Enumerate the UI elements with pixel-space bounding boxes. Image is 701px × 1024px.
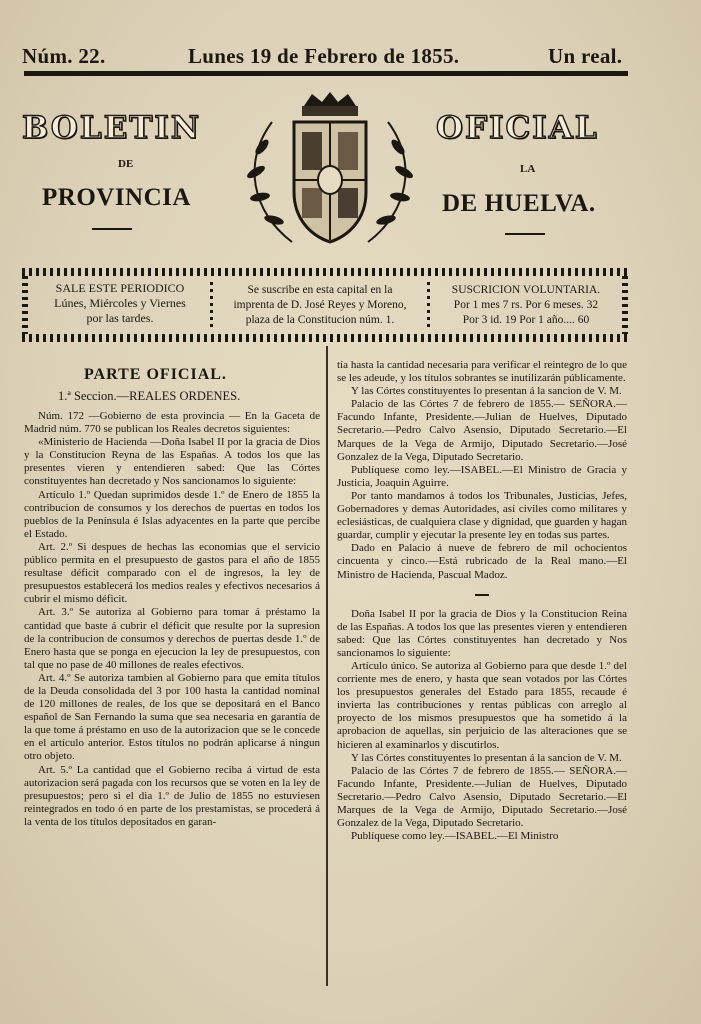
royal-coat-of-arms-icon: [232, 92, 428, 248]
infobox-left-border: [22, 276, 28, 334]
infobox-schedule-line: Lúnes, Miércoles y Viernes: [54, 296, 186, 310]
paragraph: Art. 5.º La cantidad que el Gobierno reciba á virtud de esta autorizacion será pagada con los recursos que se voten en la ley de presupuestos; pero si el dia 1.º de Julio de 1855 no estuviesen reintegrados en todo ó en parte de los prestamistas, se procederá á la venta de los títulos depositados en garan-: [24, 763, 320, 828]
paragraph: Artículo único. Se autoriza al Gobierno para que desde 1.º del corriente mes de enero, y hasta que sean votados por las Córtes los presupuestos generales del Estado para 1855, recaude é invierta las contribuciones y rentas públicas con arreglo al proyecto de los mismos presupuestos que ha sometido á la aprobacion de aquellas, sin perjuicio de las alteraciones que se hicieren al examinarlos y discutirlos.: [337, 659, 627, 751]
title-de: DE: [118, 158, 134, 170]
section-subtitle: 1.ª Seccion.—REALES ORDENES.: [58, 389, 241, 403]
masthead-rule: [24, 71, 628, 76]
right-column: [337, 359, 627, 843]
infobox-price-line: Por 3 id. 19 Por 1 año.... 60: [462, 314, 590, 326]
infobox-subscription-place: [215, 283, 425, 328]
title-flourish-right: [505, 233, 545, 235]
issue-price: Un real.: [548, 44, 623, 68]
paragraph: Palacio de las Córtes 7 de febrero de 1855.— SEÑORA.—Facundo Infante, Presidente.—Julian de Huelves, Diputado Secretario.—Pedro Calvo Asensio, Diputado Secretario.—El Marques de la Vega de Armijo, Diputado Secretario.—José Gonzalez de la Vega, Diputado Secretario.: [337, 764, 627, 830]
infobox-schedule: [32, 281, 208, 326]
paragraph: Art. 2.º Si despues de hechas las economias que el servicio público permita en el presupuesto de gastos para el año de 1855 resultase déficit comparado con el de ingresos, la ley de presupuestos establecerá los medios reales y efectivos necesarios á cubrir el mismo déficit.: [24, 540, 320, 606]
infobox-place-line: Se suscribe en esta capital en la: [247, 284, 393, 296]
infobox-place-line: plaza de la Constitucion núm. 1.: [245, 314, 395, 326]
infobox-top-border: [22, 268, 628, 276]
infobox-price-line: Por 1 mes 7 rs. Por 6 meses. 32: [453, 299, 599, 311]
issue-number: Núm. 22.: [22, 44, 106, 68]
column-divider: [326, 346, 328, 986]
paragraph: «Ministerio de Hacienda —Doña Isabel II por la gracia de Dios y la Constitucion Reyna de las Españas. A todos los que las presentes vieren y entendieren sabed: Que las Córtes constituyentes han decretado y Nos sancionamos lo siguiente:: [24, 436, 320, 488]
separator-dash: [475, 594, 489, 596]
paragraph: Palacio de las Córtes 7 de febrero de 1855.— SEÑORA.—Facundo Infante, Presidente.—Julian de Huelves, Diputado Secretario.—Pedro Calvo Asensio, Diputado Secretario.—El Marques de la Vega de Armijo, Diputado Secretario.—José Gonzalez de la Vega, Diputado Secretario.: [337, 398, 627, 463]
infobox-right-border: [622, 276, 628, 334]
paragraph: Art. 3.º Se autoriza al Gobierno para tomar á préstamo la cantidad que baste á cubrir el déficit que resulte por la supresion de la contribucion de consumos y derechos de puertas desde 1.º de Enero hasta que se ponga en ejecucion la ley de presupuestos, con tal que no pase de 40 millones de reales efectivos.: [24, 606, 320, 671]
title-flourish-left: [92, 228, 132, 230]
infobox-schedule-line: SALE ESTE PERIODICO: [55, 281, 185, 295]
infobox-divider-2: [427, 282, 430, 330]
title-oficial: OFICIAL: [436, 110, 599, 146]
issue-date: Lunes 19 de Febrero de 1855.: [188, 44, 460, 68]
paragraph: Publíquese como ley.—ISABEL.—El Ministro: [351, 830, 559, 843]
paragraph: Por tanto mandamos á todos los Tribunales, Justicias, Jefes, Gobernadores y demas Autoridades, así civiles como militares y eclesiásticas, de cualquiera clase y dignidad, que guarden y hagan guardar, cumplir y ejecutar la presente ley en todas sus partes.: [337, 489, 627, 542]
infobox-place-line: imprenta de D. José Reyes y Moreno,: [233, 299, 407, 311]
paragraph: tía hasta la cantidad necesaria para verificar el reintegro de lo que se les adeude, y los títulos sobrantes se inutilizarán públicamente.: [337, 359, 627, 385]
infobox-schedule-line: por las tardes.: [86, 311, 154, 325]
paragraph: Y las Córtes constituyentes lo presentan á la sancion de V. M.: [351, 751, 622, 764]
section-title: PARTE OFICIAL.: [84, 366, 227, 383]
paragraph: Publíquese como ley.—ISABEL.—El Ministro de Gracia y Justicia, Joaquin Aguirre.: [337, 463, 627, 489]
infobox-bottom-border: [22, 334, 628, 342]
title-la: LA: [520, 163, 536, 175]
title-boletin: BOLETIN: [22, 110, 202, 146]
paragraph: Artículo 1.º Quedan suprimidos desde 1.º de Enero de 1855 la contribucion de consumos y los derechos de puertas en todos los pueblos de la Península é Islas adyacentes en la parte que percibe el Estado.: [24, 488, 320, 540]
paragraph: Dado en Palacio á nueve de febrero de mil ochocientos cincuenta y cinco.—Está rubricado de la Real mano.—El Ministro de Hacienda, Pascual Madoz.: [337, 542, 627, 581]
infobox-price-line: SUSCRICION VOLUNTARIA.: [451, 284, 601, 296]
separator-block: [337, 582, 627, 608]
paragraph: Doña Isabel II por la gracia de Dios y la Constitucion Reina de las Españas. A todos los que las presentes vieren y entendieren sabed: Que las Córtes constituyentes han decretado y Nos sancionamos lo siguiente:: [337, 607, 627, 659]
left-column: [24, 410, 320, 829]
infobox-prices: [432, 283, 620, 328]
title-huelva: DE HUELVA.: [442, 190, 596, 217]
paragraph: Núm. 172 —Gobierno de esta provincia — En la Gaceta de Madrid núm. 770 se publican los Reales decretos siguientes:: [24, 410, 320, 436]
title-provincia: PROVINCIA: [42, 184, 191, 211]
paragraph: Art. 4.º Se autoriza tambien al Gobierno para que emita títulos de la Deuda consolidada del 3 por 100 hasta la cantidad nominal de 120 millones de reales, de los que se depositará en el Banco español de San Fernando la suma que sea necesaria en garantía de la que tome á préstamo en uso de la autorizacion que se le concede en el artículo anterior. Estos títulos no podrán aplicarse á ningun otro objeto.: [24, 671, 320, 763]
paragraph: Y las Córtes constituyentes lo presentan á la sancion de V. M.: [351, 385, 622, 398]
infobox-divider-1: [210, 282, 213, 330]
